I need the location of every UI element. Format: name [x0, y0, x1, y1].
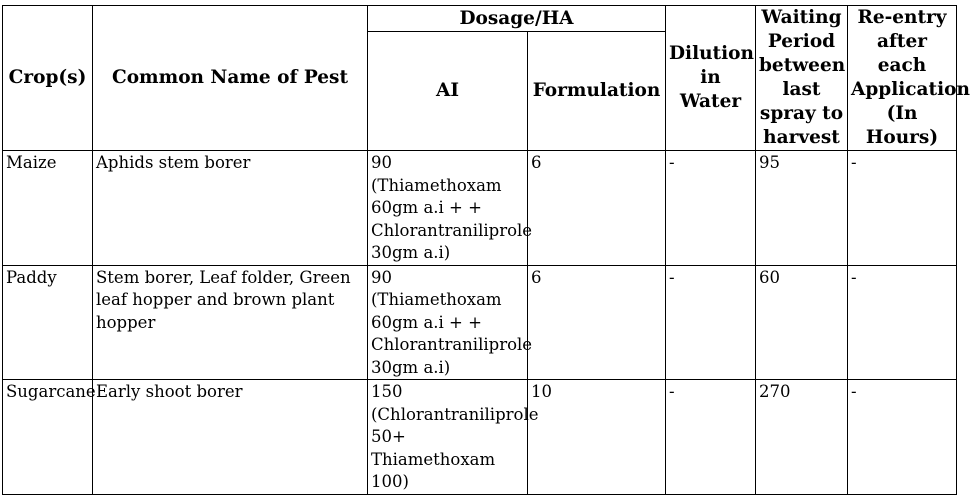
header-dilution: Dilution in Water [666, 6, 756, 151]
header-ai: AI [368, 32, 528, 151]
header-pest: Common Name of Pest [93, 6, 368, 151]
header-reentry: Re-entry after each Application (In Hours) [848, 6, 957, 151]
cell-waiting-period: 270 [756, 380, 848, 495]
cell-reentry: - [848, 380, 957, 495]
cell-dilution: - [666, 380, 756, 495]
cell-dilution: - [666, 265, 756, 380]
cell-waiting-period: 95 [756, 151, 848, 266]
cell-reentry: - [848, 151, 957, 266]
header-formulation: Formulation [528, 32, 666, 151]
cell-crop: Paddy [3, 265, 93, 380]
header-waiting-period: Waiting Period between last spray to harvest [756, 6, 848, 151]
header-row-top [3, 6, 957, 32]
cell-ai: 150 (Chlorantraniliprole 50+ Thiamethoxam 100) [368, 380, 528, 495]
header-crop: Crop(s) [3, 6, 93, 151]
cell-pest: Aphids stem borer [93, 151, 368, 266]
cell-formulation: 6 [528, 151, 666, 266]
cell-pest: Stem borer, Leaf folder, Green leaf hopper and brown plant hopper [93, 265, 368, 380]
cell-reentry: - [848, 265, 957, 380]
cell-crop: Sugarcane [3, 380, 93, 495]
cell-waiting-period: 60 [756, 265, 848, 380]
table-row [3, 380, 957, 495]
table-row [3, 265, 957, 380]
header-dosage-group: Dosage/HA [368, 6, 666, 32]
cell-formulation: 10 [528, 380, 666, 495]
pesticide-dosage-table [2, 5, 970, 495]
cell-formulation: 6 [528, 265, 666, 380]
cell-pest: Early shoot borer [93, 380, 368, 495]
cell-ai: 90 (Thiamethoxam 60gm a.i + + Chlorantraniliprole 30gm a.i) [368, 151, 528, 266]
cell-ai: 90 (Thiamethoxam 60gm a.i + + Chlorantraniliprole 30gm a.i) [368, 265, 528, 380]
cell-crop: Maize [3, 151, 93, 266]
table-row [3, 151, 957, 266]
cell-dilution: - [666, 151, 756, 266]
